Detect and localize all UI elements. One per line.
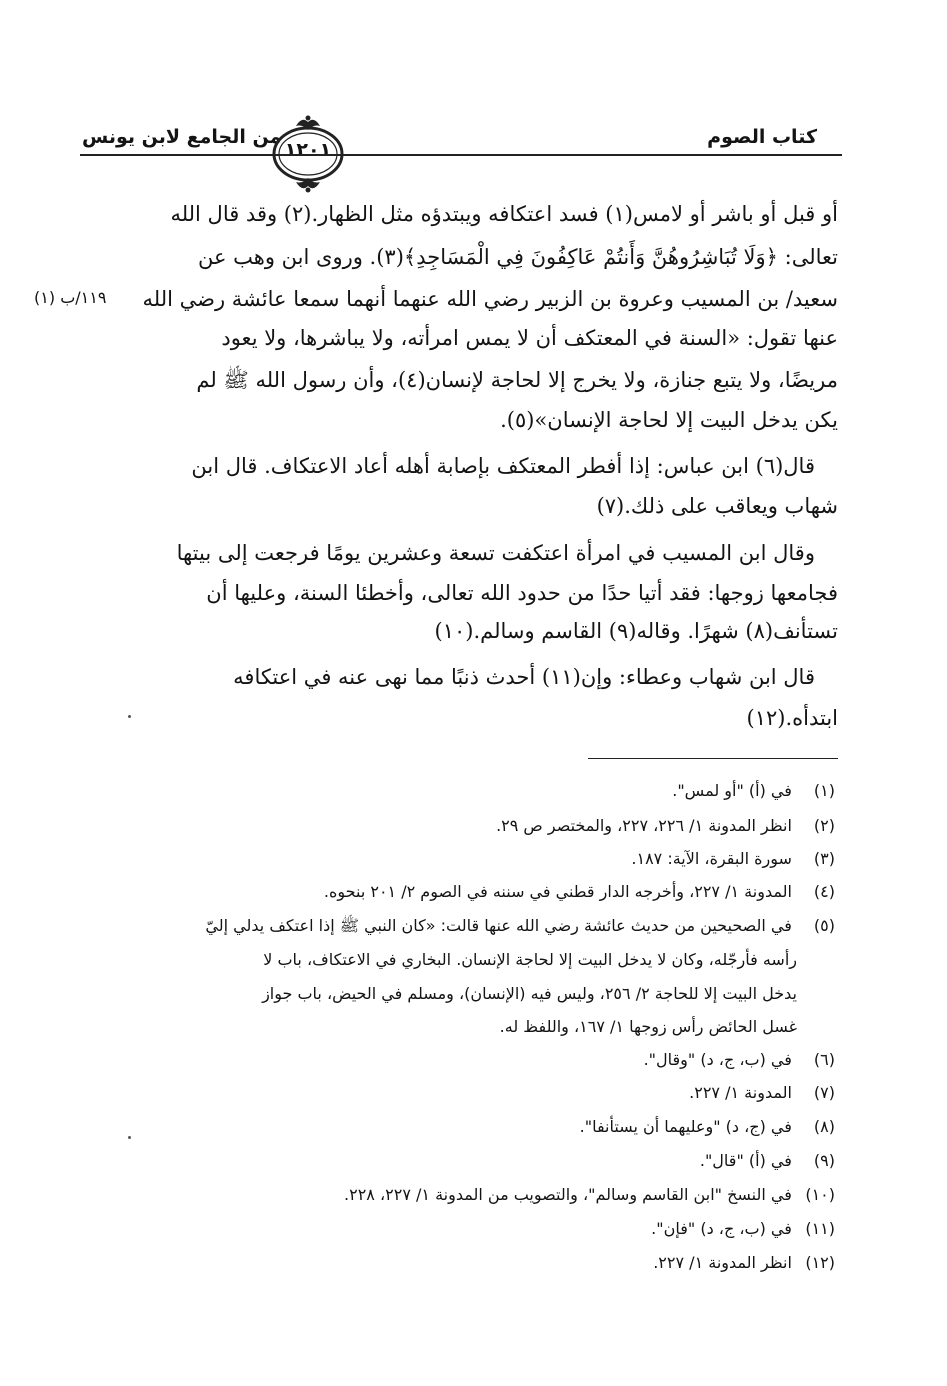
footnote: (١٢) انظر المدونة ١/ ٢٢٧. (653, 1253, 835, 1272)
footnote: (٦) في (ب، ج، د) "وقال". (643, 1050, 835, 1069)
book-title: كتاب الصوم (707, 126, 817, 148)
footnote: (١) في (أ) "أو لمس". (672, 781, 835, 800)
body-line: سعيد/ بن المسيب وعروة بن الزبير رضي الله عنهما أنهما سمعا عائشة رضي الله (142, 287, 838, 311)
body-line: فجامعها زوجها: فقد أتيا حدًا من حدود الله تعالى، وأخطئا السنة، وعليها أن (206, 581, 838, 605)
scan-speck (128, 1136, 131, 1139)
body-line: تعالى: ﴿وَلَا تُبَاشِرُوهُنَّ وَأَنتُمْ عَاكِفُونَ فِي الْمَسَاجِدِ﴾(٣). وروى ابن وهب عن (197, 245, 838, 269)
footnote: (٩) في (أ) "قال". (699, 1151, 835, 1170)
margin-ref-folio: ١١٩/ب (60, 288, 107, 307)
scan-speck (128, 715, 131, 718)
body-line: تستأنف(٨) شهرًا. وقاله(٩) القاسم وسالم.(١٠) (434, 619, 838, 643)
margin-reference (34, 288, 106, 307)
footnote: (١١) في (ب، ج، د) "فإن". (651, 1219, 835, 1238)
footnote-continuation: غسل الحائض رأس زوجها ١/ ١٦٧، واللفظ له. (499, 1017, 797, 1036)
body-line: قال(٦) ابن عباس: إذا أفطر المعتكف بإصابة أهله أعاد الاعتكاف. قال ابن (191, 454, 815, 478)
footnote: (٨) في (ج، د) "وعليهما أن يستأنفا". (579, 1117, 835, 1136)
footnote: (٣) سورة البقرة، الآية: ١٨٧. (631, 849, 835, 868)
source-title: من الجامع لابن يونس (82, 126, 282, 148)
body-line: يكن يدخل البيت إلا لحاجة الإنسان»(٥). (500, 408, 838, 432)
body-line: أو قبل أو باشر أو لامس(١) فسد اعتكافه ويبتدؤه مثل الظهار.(٢) وقد قال الله (170, 202, 838, 226)
footnote-continuation: رأسه فأرجّله، وكان لا يدخل البيت إلا لحاجة الإنسان. البخاري في الاعتكاف، باب لا (263, 950, 797, 969)
footnote-continuation: يدخل البيت إلا للحاجة ٢/ ٢٥٦، وليس فيه (الإنسان)، ومسلم في الحيض، باب جواز (262, 984, 797, 1003)
footnote-rule (588, 758, 838, 759)
footnote: (١٠) في النسخ "ابن القاسم وسالم"، والتصويب من المدونة ١/ ٢٢٧، ٢٢٨. (344, 1185, 835, 1204)
body-line: وقال ابن المسيب في امرأة اعتكفت تسعة وعشرين يومًا فرجعت إلى بيتها (176, 541, 815, 565)
footnote: (٥) في الصحيحين من حديث عائشة رضي الله عنها قالت: «كان النبي ﷺ إذا اعتكف يدلي إليّ (205, 916, 835, 935)
body-line: عنها تقول: «السنة في المعتكف أن لا يمس امرأته، ولا يباشرها، ولا يعود (221, 326, 838, 350)
margin-ref-note: (١) (34, 288, 56, 307)
body-line: قال ابن شهاب وعطاء: وإن(١١) أحدث ذنبًا مما نهى عنه في اعتكافه (233, 665, 815, 689)
page-number: ١٢٠١ (284, 139, 332, 161)
footnote: (٧) المدونة ١/ ٢٢٧. (689, 1083, 835, 1102)
footnote: (٢) انظر المدونة ١/ ٢٢٦، ٢٢٧، والمختصر ص ٢٩. (496, 816, 835, 835)
footnote: (٤) المدونة ١/ ٢٢٧، وأخرجه الدار قطني في سننه في الصوم ٢/ ٢٠١ بنحوه. (323, 882, 835, 901)
header-rule (80, 154, 842, 156)
body-line: مريضًا، ولا يتبع جنازة، ولا يخرج إلا لحاجة لإنسان(٤)، وأن رسول الله ﷺ لم (196, 368, 838, 392)
body-line: شهاب ويعاقب على ذلك.(٧) (596, 494, 838, 518)
body-line: ابتدأه.(١٢) (746, 706, 838, 730)
